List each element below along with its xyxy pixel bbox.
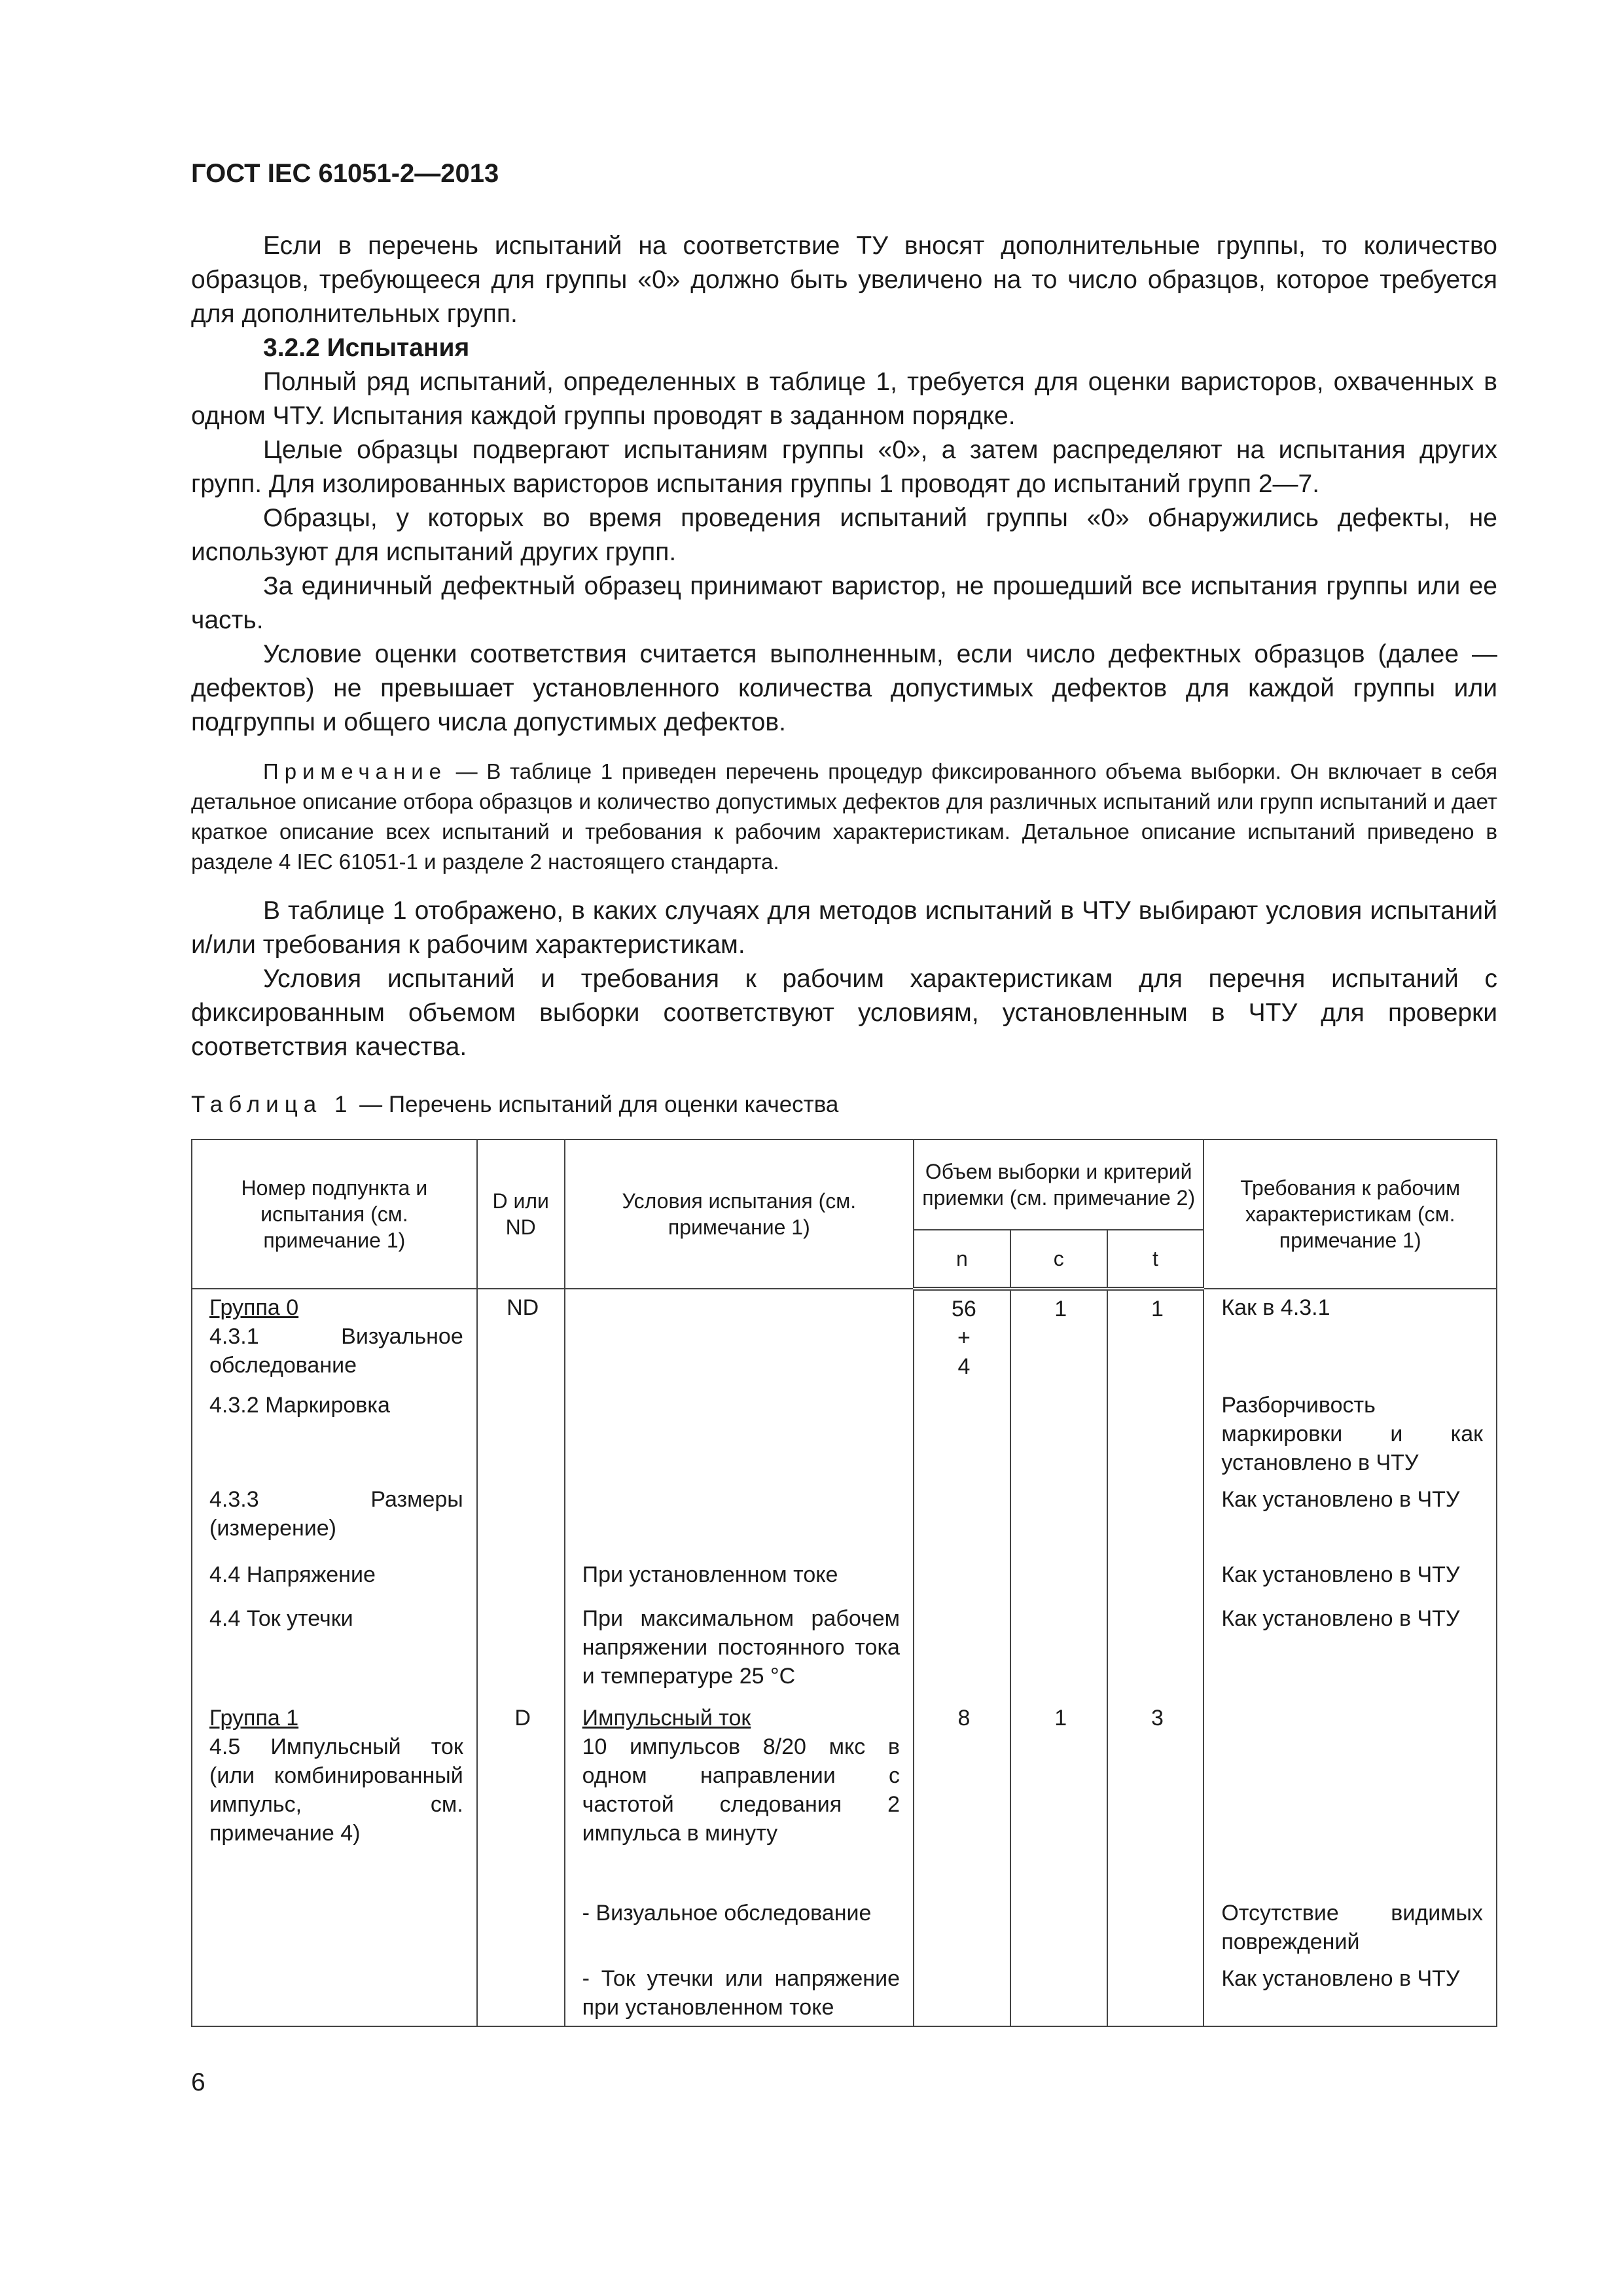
cell-dnd: ND — [477, 1289, 565, 1387]
paragraph: Образцы, у которых во время проведения испытаний группы «0» обнаружились дефекты, не используют для испытаний других групп. — [191, 504, 1497, 566]
test-name: 4.3.2 Маркировка — [209, 1393, 390, 1418]
cell-conditions — [565, 1960, 914, 2026]
cell-c — [1010, 1960, 1107, 2026]
cell-t — [1107, 1556, 1204, 1600]
paragraph: Полный ряд испытаний, определенных в таблице 1, требуется для оценки варисторов, охваченных в одном ЧТУ. Испытания каждой группы проводят в заданном порядке. — [191, 368, 1497, 430]
cell-conditions — [565, 1289, 914, 1387]
cell-c — [1010, 1600, 1107, 1700]
header-n: n — [914, 1230, 1010, 1289]
cell-t — [1107, 1895, 1204, 1960]
document-id-header: ГОСТ IEC 61051-2—2013 — [191, 159, 499, 188]
condition-text: - Ток утечки или напряжение при установленном токе — [582, 1966, 900, 2020]
paragraph: Если в перечень испытаний на соответствие ТУ вносят дополнительные группы, то количество образцов, требующееся для группы «0» должно быть увеличено на то число образцов, которое требуется для дополнительных групп. — [191, 232, 1497, 328]
group-label: Группа 0 — [209, 1295, 299, 1320]
body-text — [191, 229, 1497, 1064]
cell-conditions — [565, 1481, 914, 1556]
cell-c — [1010, 1556, 1107, 1600]
cell-requirements: Отсутствие видимых повреждений — [1204, 1895, 1497, 1960]
cell-dnd — [477, 1960, 565, 2026]
table-row — [192, 1481, 1497, 1556]
cell-subclause — [192, 1481, 477, 1556]
cell-subclause — [192, 1700, 477, 1895]
cell-subclause — [192, 1387, 477, 1481]
cell-conditions — [565, 1600, 914, 1700]
table-row — [192, 1289, 1497, 1387]
paragraph: Условия испытаний и требования к рабочим характеристикам для перечня испытаний с фиксированным объемом выборки соответствуют условиям, установленным в ЧТУ для проверки соответствия качества. — [191, 965, 1497, 1061]
table-row — [192, 1556, 1497, 1600]
test-name: 4.5 Импульсный ток (или комбинированный импульс, см. примечание 4) — [209, 1734, 463, 1846]
cell-t — [1107, 1481, 1204, 1556]
section-title: 3.2.2 Испытания — [263, 334, 470, 362]
cell-subclause — [192, 1600, 477, 1700]
cell-n: 56 + 4 — [914, 1289, 1010, 1387]
table-row — [192, 1960, 1497, 2026]
cell-requirements: Разборчивость маркировки и как установлено в ЧТУ — [1204, 1387, 1497, 1481]
page-number: 6 — [191, 2068, 205, 2096]
cell-c — [1010, 1481, 1107, 1556]
cell-c: 1 — [1010, 1700, 1107, 1895]
cell-t — [1107, 1960, 1204, 2026]
header-conditions: Условия испытания (см. примечание 1) — [565, 1139, 914, 1289]
cell-t — [1107, 1387, 1204, 1481]
header-dnd: D или ND — [477, 1139, 565, 1289]
table-row — [192, 1387, 1497, 1481]
cell-requirements — [1204, 1700, 1497, 1895]
cell-n — [914, 1895, 1010, 1960]
cell-n: 8 — [914, 1700, 1010, 1895]
paragraph: Условие оценки соответствия считается выполненным, если число дефектных образцов (далее — дефектов) не превышает установленного количества допустимых дефектов для каждой группы или подгруппы и общего числа допустимых дефектов. — [191, 640, 1497, 736]
condition-text: При максимальном рабочем напряжении постоянного тока и температуре 25 °С — [582, 1606, 900, 1689]
table-row — [192, 1895, 1497, 1960]
header-sample: Объем выборки и критерий приемки (см. примечание 2) — [914, 1139, 1204, 1230]
cell-subclause — [192, 1289, 477, 1387]
condition-title: Импульсный ток — [582, 1706, 751, 1731]
cell-n — [914, 1960, 1010, 2026]
cell-conditions — [565, 1387, 914, 1481]
quality-tests-table — [191, 1139, 1497, 2027]
header-requirements: Требования к рабочим характеристикам (см. примечание 1) — [1204, 1139, 1497, 1289]
cell-t: 3 — [1107, 1700, 1204, 1895]
cell-c: 1 — [1010, 1289, 1107, 1387]
cell-t: 1 — [1107, 1289, 1204, 1387]
header-t: t — [1107, 1230, 1204, 1289]
test-name: 4.3.3 Размеры (измерение) — [209, 1487, 463, 1541]
cell-dnd — [477, 1481, 565, 1556]
cell-dnd — [477, 1600, 565, 1700]
cell-requirements: Как в 4.3.1 — [1204, 1289, 1497, 1387]
condition-text: - Визуальное обследование — [582, 1901, 872, 1926]
cell-conditions — [565, 1895, 914, 1960]
header-c: c — [1010, 1230, 1107, 1289]
cell-subclause — [192, 1556, 477, 1600]
condition-text: 10 импульсов 8/20 мкс в одном направлении с частотой следования 2 импульса в минуту — [582, 1734, 900, 1846]
test-name: 4.4 Напряжение — [209, 1562, 376, 1587]
note-text: — В таблице 1 приведен перечень процедур фиксированного объема выборки. Он включает в себя детальное описание отбора образцов и количество допустимых дефектов для различных испытаний или групп испытаний и дает краткое описание всех испытаний и требования к рабочим характеристикам. Детальное описание испытаний приведено в разделе 4 IEC 61051-1 и разделе 2 настоящего стандарта. — [191, 759, 1497, 874]
cell-c — [1010, 1387, 1107, 1481]
table-caption-text: — Перечень испытаний для оценки качества — [353, 1092, 839, 1117]
cell-conditions — [565, 1556, 914, 1600]
test-name: 4.3.1 Визуальное обследование — [209, 1324, 463, 1378]
cell-requirements: Как установлено в ЧТУ — [1204, 1481, 1497, 1556]
cell-subclause — [192, 1895, 477, 1960]
paragraph: За единичный дефектный образец принимают варистор, не прошедший все испытания группы или ее часть. — [191, 572, 1497, 634]
table-caption-label: Таблица 1 — [191, 1092, 353, 1117]
cell-requirements: Как установлено в ЧТУ — [1204, 1600, 1497, 1700]
cell-requirements: Как установлено в ЧТУ — [1204, 1960, 1497, 2026]
cell-subclause — [192, 1960, 477, 2026]
header-subclause: Номер подпункта и испытания (см. примечание 1) — [192, 1139, 477, 1289]
cell-c — [1010, 1895, 1107, 1960]
cell-requirements: Как установлено в ЧТУ — [1204, 1556, 1497, 1600]
test-name: 4.4 Ток утечки — [209, 1606, 353, 1631]
cell-n — [914, 1481, 1010, 1556]
cell-n — [914, 1387, 1010, 1481]
cell-n — [914, 1556, 1010, 1600]
table-row — [192, 1700, 1497, 1895]
cell-n — [914, 1600, 1010, 1700]
paragraph: В таблице 1 отображено, в каких случаях для методов испытаний в ЧТУ выбирают условия испытаний и/или требования к рабочим характеристикам. — [191, 897, 1497, 959]
cell-dnd — [477, 1387, 565, 1481]
note-label: Примечание — [263, 759, 448, 783]
note — [191, 757, 1497, 877]
cell-dnd: D — [477, 1700, 565, 1895]
table-row — [192, 1600, 1497, 1700]
cell-dnd — [477, 1556, 565, 1600]
cell-t — [1107, 1600, 1204, 1700]
group-label: Группа 1 — [209, 1706, 299, 1731]
cell-conditions — [565, 1700, 914, 1895]
condition-text: При установленном токе — [582, 1562, 838, 1587]
table-caption — [191, 1092, 838, 1118]
cell-dnd — [477, 1895, 565, 1960]
paragraph: Целые образцы подвергают испытаниям группы «0», а затем распределяют на испытания других групп. Для изолированных варисторов испытания группы 1 проводят до испытаний групп 2—7. — [191, 436, 1497, 498]
